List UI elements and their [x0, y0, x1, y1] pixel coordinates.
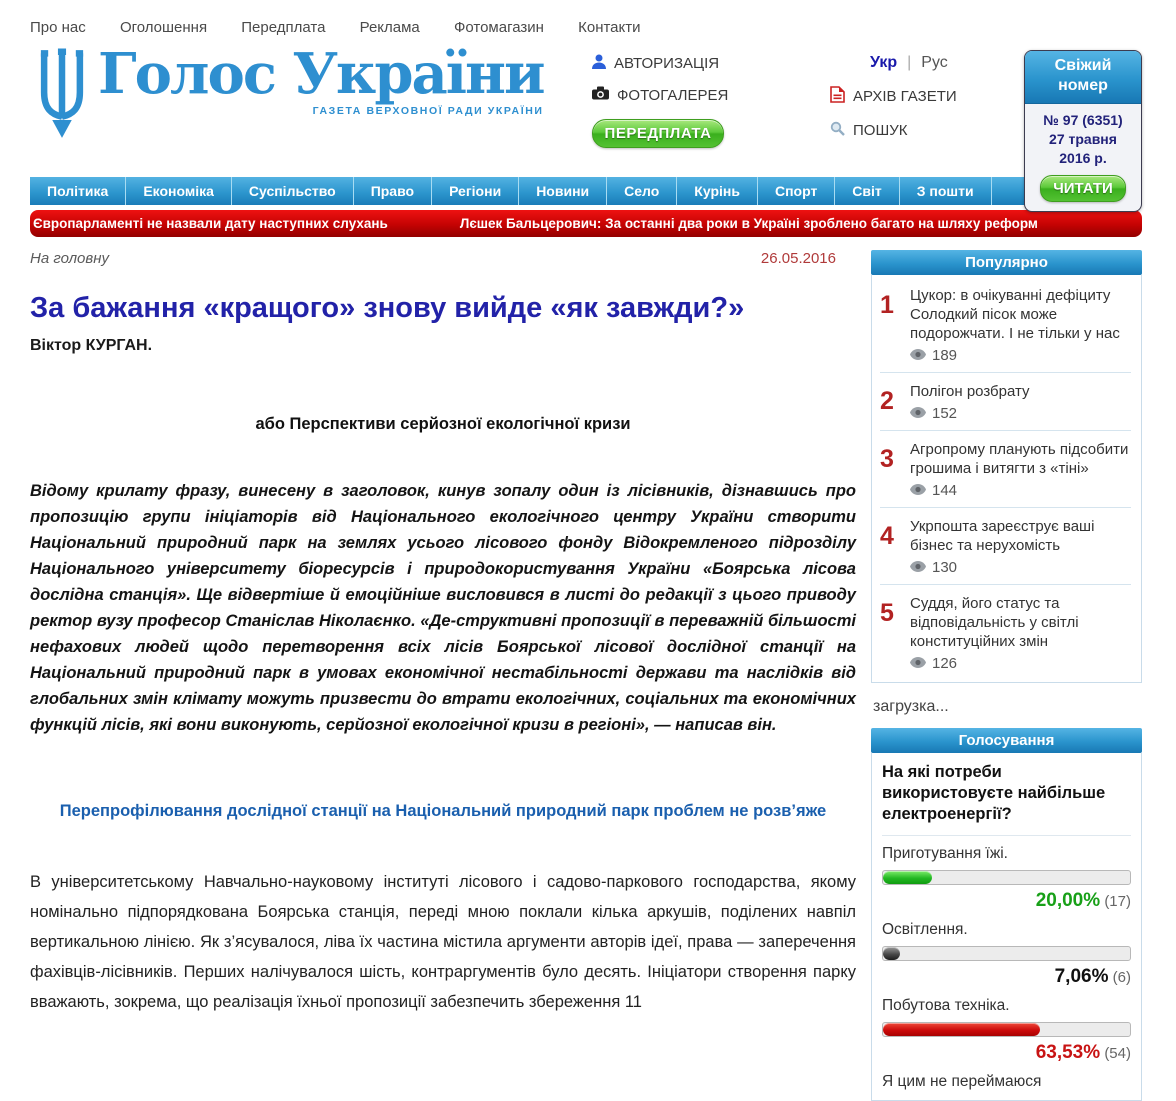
poll-option — [882, 845, 1131, 912]
photogallery-label: ФОТОГАЛЕРЕЯ — [617, 86, 729, 104]
header-actions-left — [592, 54, 792, 148]
rank-number: 2 — [880, 387, 894, 415]
article-date: 26.05.2016 — [760, 250, 836, 267]
eye-icon — [910, 559, 926, 576]
poll-header: Голосування — [871, 728, 1142, 753]
menu-item-sport[interactable]: Спорт — [758, 177, 835, 205]
poll-bar-fill — [883, 871, 932, 884]
header-actions-right — [830, 54, 1020, 140]
authorization-link[interactable] — [592, 54, 792, 73]
loading-text: загрузка... — [873, 698, 949, 715]
view-count: 126 — [932, 655, 958, 672]
topnav-photostore[interactable]: Фотомагазин — [453, 19, 544, 36]
view-count: 130 — [932, 559, 958, 576]
view-count: 152 — [932, 405, 958, 422]
menu-item-economy[interactable]: Економіка — [126, 177, 232, 205]
article-subtitle: або Перспективи серйозної екологічної кризи — [255, 415, 631, 433]
rank-number: 4 — [880, 522, 894, 550]
popular-item-title[interactable]: Цукор: в очікуванні дефіциту Солодкий пісок може подорожчати. І не тільки у нас — [910, 287, 1120, 342]
menu-item-news[interactable]: Новини — [519, 177, 607, 205]
poll-vote-count: (6) — [1112, 969, 1131, 986]
topnav-subscription[interactable]: Передплата — [241, 19, 326, 36]
poll-bar-track — [882, 946, 1131, 961]
topnav-advertising[interactable]: Реклама — [359, 19, 420, 36]
rank-number: 1 — [880, 291, 894, 319]
poll-bar-fill — [883, 947, 900, 960]
photogallery-link[interactable] — [592, 86, 792, 104]
poll-box — [871, 753, 1142, 1101]
lang-separator: | — [907, 54, 912, 71]
poll-bar-fill — [883, 1023, 1040, 1036]
poll-option-label[interactable]: Освітлення. — [882, 921, 968, 938]
poll-option — [882, 921, 1131, 988]
menu-item-village[interactable]: Село — [607, 177, 677, 205]
eye-icon — [910, 347, 926, 364]
article — [30, 250, 856, 1101]
eye-icon — [910, 405, 926, 422]
poll-option-label[interactable]: Побутова техніка. — [882, 997, 1010, 1014]
poll-option-label[interactable]: Я цим не переймаюся — [882, 1073, 1042, 1090]
view-count: 144 — [932, 482, 958, 499]
popular-item[interactable] — [880, 431, 1131, 508]
poll-bar-track — [882, 1022, 1131, 1037]
fresh-issue-title: Свіжий номер — [1025, 51, 1141, 104]
popular-header: Популярно — [871, 250, 1142, 275]
eye-icon — [910, 655, 926, 672]
rank-number: 5 — [880, 599, 894, 627]
page — [30, 0, 1142, 1101]
menu-item-mail[interactable]: З пошти — [900, 177, 992, 205]
menu-item-society[interactable]: Суспільство — [232, 177, 354, 205]
authorization-label: АВТОРИЗАЦІЯ — [614, 55, 720, 72]
subscribe-button[interactable]: ПЕРЕДПЛАТА — [592, 119, 724, 148]
rank-number: 3 — [880, 445, 894, 473]
menu-item-regions[interactable]: Регіони — [432, 177, 519, 205]
news-ticker — [30, 210, 1142, 237]
poll-option-label[interactable]: Приготування їжі. — [882, 845, 1008, 862]
read-button[interactable]: ЧИТАТИ — [1040, 175, 1126, 202]
popular-item-title[interactable]: Полігон розбрату — [910, 383, 1030, 400]
popular-item[interactable] — [880, 508, 1131, 585]
popular-box — [871, 275, 1142, 683]
poll-bar-track — [882, 870, 1131, 885]
popular-item[interactable] — [880, 585, 1131, 680]
article-subheading: Перепрофілювання дослідної станції на Національний природний парк проблем не розв’яже — [59, 802, 827, 820]
popular-item[interactable] — [880, 277, 1131, 373]
user-icon — [592, 54, 606, 73]
issue-year: 2016 р. — [1059, 150, 1107, 166]
menu-item-kurin[interactable]: Курінь — [677, 177, 758, 205]
top-utility-nav — [30, 0, 1142, 36]
article-body-paragraph: В університетському Навчально-науковому інституті лісового і садово-паркового господарства, якому номінально підпорядкована Боярська станція, переді мною поклали кілька аркушів, поділених навпіл вертикальною лінією. Як з’ясувалося, ліва їх частина містила аргументи авторів ідеї, права — заперечення фахівців-лісівників. Перших налічувалося шість, контраргументів було десять. Ініціатори створення парку вважають, зокрема, що реалізація їхньої пропозиції забезпечить збереження 11 — [30, 873, 856, 1011]
back-home-link[interactable]: На головну — [30, 250, 109, 267]
poll-percent: 7,06% — [1054, 966, 1109, 987]
article-title: За бажання «кращого» знову вийде «як завжди?» — [30, 292, 745, 324]
popular-item-title[interactable]: Укрпошта зареєструє ваші бізнес та нерухомість — [910, 518, 1095, 554]
sidebar — [871, 250, 1142, 1101]
poll-percent: 63,53% — [1035, 1042, 1101, 1063]
menu-item-world[interactable]: Світ — [835, 177, 899, 205]
ticker-item[interactable]: Лєшек Бальцерович: За останні два роки в Україні зроблено багато на шляху реформ — [459, 216, 1038, 231]
topnav-about[interactable]: Про нас — [30, 19, 86, 36]
lang-russian[interactable]: Рус — [921, 54, 948, 71]
popular-item-title[interactable]: Суддя, його статус та відповідальність у світлі конституційних змін — [910, 595, 1079, 650]
language-switcher — [870, 54, 1020, 72]
issue-date: 27 травня — [1049, 131, 1117, 147]
archive-link[interactable] — [830, 86, 1020, 107]
search-link[interactable] — [830, 121, 1020, 140]
poll-vote-count: (17) — [1104, 893, 1131, 910]
poll-option — [882, 1073, 1131, 1091]
camera-icon — [592, 86, 609, 104]
search-label: ПОШУК — [853, 122, 908, 139]
main-menu — [30, 177, 1142, 205]
menu-item-law[interactable]: Право — [354, 177, 432, 205]
trident-icon — [36, 48, 88, 145]
pdf-icon — [830, 86, 845, 107]
popular-item-title[interactable]: Агропрому планують підсобити грошима і витягти з «тіні» — [910, 441, 1129, 477]
topnav-contacts[interactable]: Контакти — [578, 19, 641, 36]
logo-title: Голос України — [98, 41, 544, 107]
eye-icon — [910, 482, 926, 499]
archive-label: АРХІВ ГАЗЕТИ — [853, 88, 957, 105]
ticker-item[interactable]: Європарламенті не назвали дату наступних слухань — [33, 216, 388, 231]
view-count: 189 — [932, 347, 958, 364]
issue-number: № 97 (6351) — [1043, 112, 1123, 128]
fresh-issue-box — [1024, 50, 1142, 212]
site-logo[interactable] — [30, 41, 550, 145]
topnav-announcements[interactable]: Оголошення — [119, 19, 208, 36]
lang-ukrainian[interactable]: Укр — [870, 54, 898, 71]
popular-item[interactable] — [880, 373, 1131, 431]
poll-vote-count: (54) — [1104, 1045, 1131, 1062]
article-lead-paragraph: Відому крилату фразу, винесену в заголовок, кинув зопалу один із лісівників, дізнавшись про пропозицію групи ініціаторів від Національного екологічного центру України створити Національний природний парк на землях усього лісового фонду Відокремленого підрозділу Національного університету біоресурсів і природокористування України «Боярська лісова дослідна станція». Ще відвертіше й емоційніше висловився в листі до редакції з цього приводу ректор вузу професор Станіслав Ніколаєнко. «Де-структивні пропозиції в переважній більшості нефахових людей щодо перетворення всіх лісів Боярської лісової дослідної станції на Національний природний парк в умовах економічної нестабільності держави та наслідків від глобальних змін клімату можуть призвести до втрати екологічних, соціальних та економічних функцій лісів, які вони виконують, серйозної екологічної кризи в регіоні», — написав він. — [30, 482, 856, 734]
poll-percent: 20,00% — [1035, 890, 1101, 911]
logo-subtitle: ГАЗЕТА ВЕРХОВНОЇ РАДИ УКРАЇНИ — [312, 105, 544, 117]
article-author: Віктор КУРГАН. — [30, 337, 153, 354]
search-icon — [830, 121, 845, 140]
menu-item-politics[interactable]: Політика — [30, 177, 126, 205]
poll-option — [882, 997, 1131, 1064]
poll-question: На які потреби використовуєте найбільше електроенергії? — [882, 762, 1131, 836]
